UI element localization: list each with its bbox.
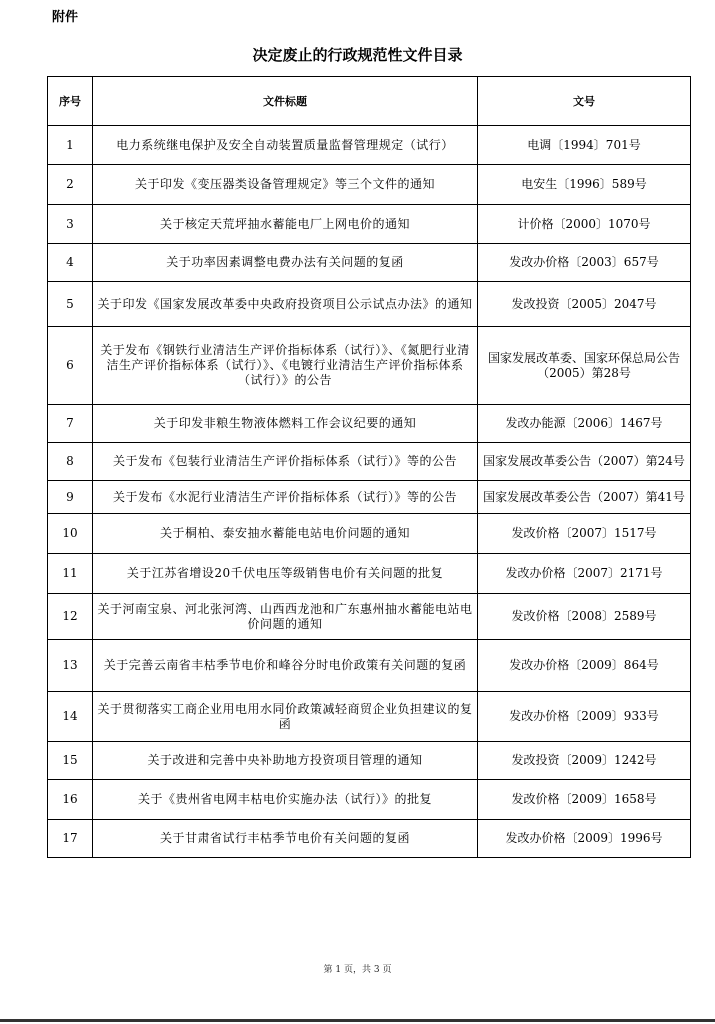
table-row bbox=[48, 405, 691, 443]
row-title-cell: 关于江苏省增设20千伏电压等级销售电价有关问题的批复 bbox=[93, 554, 478, 594]
table-row bbox=[48, 126, 691, 165]
table-row bbox=[48, 594, 691, 640]
row-index-cell: 4 bbox=[48, 244, 93, 282]
row-index-cell: 17 bbox=[48, 820, 93, 858]
row-title-cell: 关于功率因素调整电费办法有关问题的复函 bbox=[93, 244, 478, 282]
row-title-cell: 关于印发《国家发展改革委中央政府投资项目公示试点办法》的通知 bbox=[93, 282, 478, 327]
header-doc-number: 文号 bbox=[478, 77, 691, 126]
table-header-row bbox=[48, 77, 691, 126]
row-doc-number-cell: 电调〔1994〕701号 bbox=[478, 126, 691, 165]
row-title-cell: 关于贯彻落实工商企业用电用水同价政策减轻商贸企业负担建议的复函 bbox=[93, 692, 478, 742]
bottom-rule bbox=[0, 1019, 715, 1022]
table-row bbox=[48, 780, 691, 820]
row-doc-number-cell: 发改价格〔2009〕1658号 bbox=[478, 780, 691, 820]
row-doc-number-cell: 发改办能源〔2006〕1467号 bbox=[478, 405, 691, 443]
table-row bbox=[48, 205, 691, 244]
header-index: 序号 bbox=[48, 77, 93, 126]
row-title-cell: 关于桐柏、泰安抽水蓄能电站电价问题的通知 bbox=[93, 514, 478, 554]
row-title-cell: 关于核定天荒坪抽水蓄能电厂上网电价的通知 bbox=[93, 205, 478, 244]
row-title-cell: 关于改进和完善中央补助地方投资项目管理的通知 bbox=[93, 742, 478, 780]
row-index-cell: 14 bbox=[48, 692, 93, 742]
row-index-cell: 5 bbox=[48, 282, 93, 327]
table-row bbox=[48, 327, 691, 405]
row-index-cell: 10 bbox=[48, 514, 93, 554]
table-row bbox=[48, 514, 691, 554]
row-title-cell: 电力系统继电保护及安全自动装置质量监督管理规定（试行） bbox=[93, 126, 478, 165]
row-title-cell: 关于印发非粮生物液体燃料工作会议纪要的通知 bbox=[93, 405, 478, 443]
row-doc-number-cell: 发改价格〔2008〕2589号 bbox=[478, 594, 691, 640]
row-doc-number-cell: 发改投资〔2009〕1242号 bbox=[478, 742, 691, 780]
row-index-cell: 12 bbox=[48, 594, 93, 640]
table-row bbox=[48, 165, 691, 205]
table-row bbox=[48, 443, 691, 481]
header-title: 文件标题 bbox=[93, 77, 478, 126]
row-index-cell: 7 bbox=[48, 405, 93, 443]
attachment-label: 附件 bbox=[52, 10, 79, 25]
row-index-cell: 9 bbox=[48, 481, 93, 514]
table-row bbox=[48, 742, 691, 780]
row-index-cell: 11 bbox=[48, 554, 93, 594]
row-doc-number-cell: 发改办价格〔2007〕2171号 bbox=[478, 554, 691, 594]
row-doc-number-cell: 发改办价格〔2003〕657号 bbox=[478, 244, 691, 282]
table-row bbox=[48, 282, 691, 327]
row-index-cell: 13 bbox=[48, 640, 93, 692]
row-title-cell: 关于河南宝泉、河北张河湾、山西西龙池和广东惠州抽水蓄能电站电价问题的通知 bbox=[93, 594, 478, 640]
row-title-cell: 关于甘肃省试行丰枯季节电价有关问题的复函 bbox=[93, 820, 478, 858]
document-title: 决定废止的行政规范性文件目录 bbox=[252, 46, 463, 64]
row-title-cell: 关于发布《钢铁行业清洁生产评价指标体系（试行）》、《氮肥行业清洁生产评价指标体系（试行）》、《电镀行业清洁生产评价指标体系（试行）》的公告 bbox=[93, 327, 478, 405]
row-doc-number-cell: 计价格〔2000〕1070号 bbox=[478, 205, 691, 244]
row-doc-number-cell: 发改办价格〔2009〕864号 bbox=[478, 640, 691, 692]
row-index-cell: 6 bbox=[48, 327, 93, 405]
table-row bbox=[48, 554, 691, 594]
row-title-cell: 关于完善云南省丰枯季节电价和峰谷分时电价政策有关问题的复函 bbox=[93, 640, 478, 692]
row-index-cell: 2 bbox=[48, 165, 93, 205]
page-footer: 第 1 页，共 3 页 bbox=[323, 965, 392, 975]
table-body bbox=[48, 126, 691, 858]
row-doc-number-cell: 发改办价格〔2009〕933号 bbox=[478, 692, 691, 742]
row-doc-number-cell: 发改办价格〔2009〕1996号 bbox=[478, 820, 691, 858]
table-row bbox=[48, 244, 691, 282]
table-row bbox=[48, 820, 691, 858]
row-index-cell: 1 bbox=[48, 126, 93, 165]
table-row bbox=[48, 481, 691, 514]
row-title-cell: 关于印发《变压器类设备管理规定》等三个文件的通知 bbox=[93, 165, 478, 205]
row-index-cell: 8 bbox=[48, 443, 93, 481]
row-doc-number-cell: 发改投资〔2005〕2047号 bbox=[478, 282, 691, 327]
row-doc-number-cell: 国家发展改革委公告（2007）第24号 bbox=[478, 443, 691, 481]
row-index-cell: 15 bbox=[48, 742, 93, 780]
table-row bbox=[48, 640, 691, 692]
row-doc-number-cell: 国家发展改革委、国家环保总局公告 （2005）第28号 bbox=[478, 327, 691, 405]
row-doc-number-cell: 电安生〔1996〕589号 bbox=[478, 165, 691, 205]
row-index-cell: 3 bbox=[48, 205, 93, 244]
table-row bbox=[48, 692, 691, 742]
row-doc-number-cell: 国家发展改革委公告（2007）第41号 bbox=[478, 481, 691, 514]
row-doc-number-cell: 发改价格〔2007〕1517号 bbox=[478, 514, 691, 554]
row-title-cell: 关于《贵州省电网丰枯电价实施办法（试行）》的批复 bbox=[93, 780, 478, 820]
row-title-cell: 关于发布《包装行业清洁生产评价指标体系（试行）》等的公告 bbox=[93, 443, 478, 481]
row-title-cell: 关于发布《水泥行业清洁生产评价指标体系（试行）》等的公告 bbox=[93, 481, 478, 514]
document-table bbox=[47, 76, 691, 858]
row-index-cell: 16 bbox=[48, 780, 93, 820]
